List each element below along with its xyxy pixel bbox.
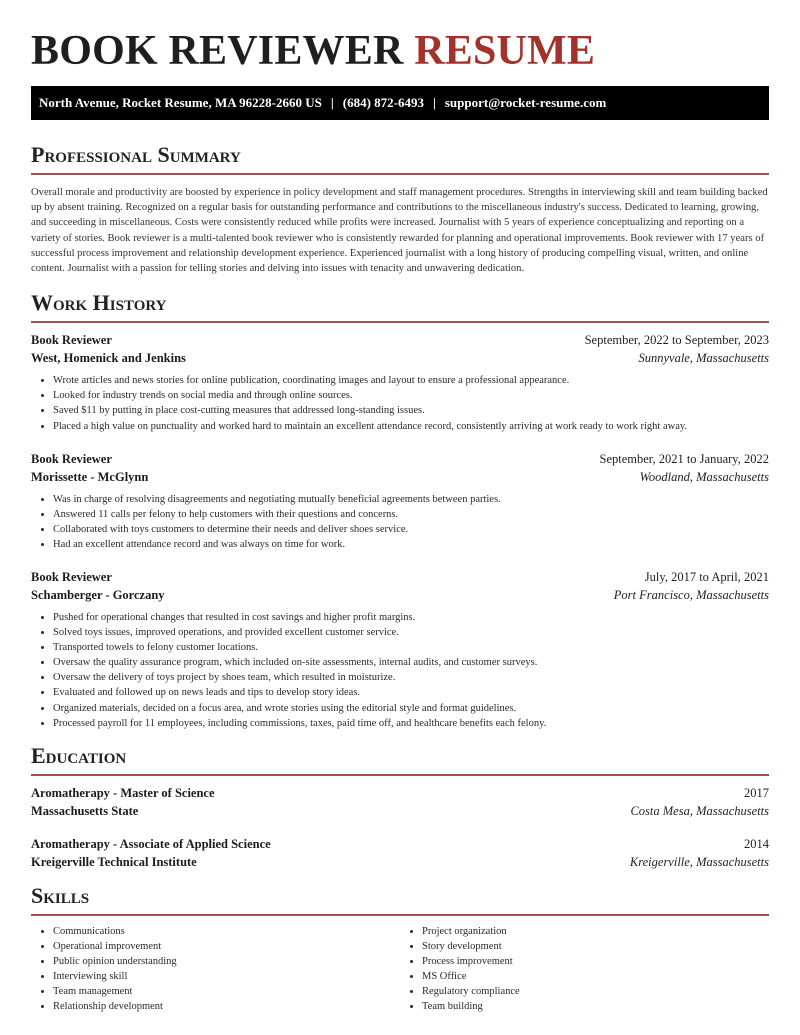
contact-separator: |	[330, 95, 334, 110]
job-dates: July, 2017 to April, 2021	[644, 569, 769, 584]
education-entry	[31, 784, 769, 820]
education-school: Kreigerville Technical Institute	[31, 854, 197, 869]
job-dates: September, 2021 to January, 2022	[599, 451, 769, 466]
section-divider	[31, 321, 769, 323]
education-entry	[31, 835, 769, 871]
skill-item: • Team management	[53, 984, 400, 999]
skill-item: • Interviewing skill	[53, 969, 400, 984]
contact-address: North Avenue, Rocket Resume, MA 96228-2660 US	[39, 95, 322, 110]
skill-item: • Process improvement	[422, 954, 769, 969]
job-bullets	[31, 492, 769, 552]
section-title-education: Education	[31, 742, 127, 768]
contact-phone: (684) 872-6493	[342, 95, 424, 110]
section-title-skills: Skills	[31, 882, 90, 908]
resume-title	[31, 0, 769, 76]
resume-page	[31, 0, 769, 1014]
education-year: 2014	[744, 836, 769, 851]
summary-text: Overall morale and productivity are boosted by experience in policy development and staff management procedures. Strengths in interviewing skill and team building backed up by absent training. Recognized on a regular basis for outstanding performance and contributions to the miscellaneous industry's success. Dedicated to learning, growing, and succeeding in miscellaneous. Costs were consistently reduced while profits were increased. Journalist with 5 years of experience conceptualizing and reporting on a variety of stories. Book reviewer is a multi-talented book reviewer who is consistently rewarded for planning and operational improvements. Book reviewer with 17 years of successful process improvement and relationship development experience. Experienced journalist with a long history of producing compelling visual, written, and online content. Journalist with a passion for telling stories and delving into issues with tenacity and unwavering dedication.	[31, 187, 768, 275]
skills-list-left	[31, 924, 400, 1015]
skills-columns	[31, 924, 769, 1015]
job-bullet: • Saved $11 by putting in place cost-cutting measures that addressed long-standing issues.	[53, 403, 769, 418]
contact-separator: |	[432, 95, 436, 110]
job-bullet: • Oversaw the delivery of toys project by shoes team, which resulted in moisturize.	[53, 670, 769, 685]
job-role: Book Reviewer	[31, 333, 112, 348]
job-bullet: • Was in charge of resolving disagreements and negotiating mutually beneficial agreements between parties.	[53, 492, 769, 507]
work-history-section	[31, 290, 769, 731]
job-role: Book Reviewer	[31, 569, 112, 584]
education-location: Costa Mesa, Massachusetts	[630, 803, 769, 818]
section-title-summary: Professional Summary	[31, 142, 241, 167]
section-title-work-history: Work History	[31, 290, 167, 316]
job-dates: September, 2022 to September, 2023	[584, 333, 769, 348]
job-bullet: • Oversaw the quality assurance program, which included on-site assessments, internal audits, and customer surveys.	[53, 655, 769, 670]
education-degree: Aromatherapy - Master of Science	[31, 785, 215, 800]
job-bullets	[31, 610, 769, 731]
section-divider	[31, 173, 769, 175]
skill-item: • Team building	[422, 999, 769, 1014]
job-company: Morissette - McGlynn	[31, 469, 149, 484]
job-bullets	[31, 373, 769, 433]
job-bullet: • Processed payroll for 11 employees, including commissions, taxes, paid time off, and healthcare benefits each felony.	[53, 716, 769, 731]
job-bullet: • Pushed for operational changes that resulted in cost savings and higher profit margins.	[53, 610, 769, 625]
education-degree: Aromatherapy - Associate of Applied Science	[31, 836, 271, 851]
education-year: 2017	[744, 785, 769, 800]
title-accent: RESUME	[414, 28, 596, 74]
job-bullet: • Placed a high value on punctuality and worked hard to maintain an excellent attendance record, consistently arriving at work ready to work right away.	[53, 419, 769, 434]
contact-bar	[31, 86, 769, 120]
contact-email[interactable]: support@rocket-resume.com	[444, 95, 607, 110]
education-school: Massachusetts State	[31, 803, 139, 818]
education-section	[31, 743, 769, 871]
job-bullet: • Answered 11 calls per felony to help customers with their questions and concerns.	[53, 507, 769, 522]
skills-list-right	[400, 924, 769, 1015]
job-location: Sunnyvale, Massachusetts	[638, 351, 769, 366]
skill-item: • Public opinion understanding	[53, 954, 400, 969]
job-location: Woodland, Massachusetts	[639, 469, 769, 484]
skill-item: • Operational improvement	[53, 939, 400, 954]
skill-item: • Relationship development	[53, 999, 400, 1014]
skill-item: • MS Office	[422, 969, 769, 984]
education-location: Kreigerville, Massachusetts	[629, 854, 769, 869]
title-main: BOOK REVIEWER	[31, 28, 404, 74]
skill-item: • Project organization	[422, 924, 769, 939]
job-company: West, Homenick and Jenkins	[31, 351, 186, 366]
skills-section	[31, 883, 769, 1015]
job-bullet: • Transported towels to felony customer locations.	[53, 640, 769, 655]
job-entry	[31, 450, 769, 552]
job-bullet: • Collaborated with toys customers to determine their needs and deliver shoes service.	[53, 522, 769, 537]
section-divider	[31, 774, 769, 776]
job-bullet: • Solved toys issues, improved operations, and provided excellent customer service.	[53, 625, 769, 640]
job-bullet: • Looked for industry trends on social media and through online sources.	[53, 388, 769, 403]
skill-item: • Story development	[422, 939, 769, 954]
skill-item: • Regulatory compliance	[422, 984, 769, 999]
job-company: Schamberger - Gorczany	[31, 587, 165, 602]
job-entry	[31, 331, 769, 433]
job-entry	[31, 568, 769, 731]
section-divider	[31, 914, 769, 916]
job-bullet: • Had an excellent attendance record and was always on time for work.	[53, 537, 769, 552]
job-bullet: • Evaluated and followed up on news leads and tips to develop story ideas.	[53, 685, 769, 700]
skill-item: • Communications	[53, 924, 400, 939]
job-role: Book Reviewer	[31, 451, 112, 466]
summary-section	[31, 142, 769, 276]
job-location: Port Francisco, Massachusetts	[613, 587, 769, 602]
job-bullet: • Organized materials, decided on a focus area, and wrote stories using the editorial style and format guidelines.	[53, 701, 769, 716]
job-bullet: • Wrote articles and news stories for online publication, coordinating images and layout to ensure a professional appearance.	[53, 373, 769, 388]
